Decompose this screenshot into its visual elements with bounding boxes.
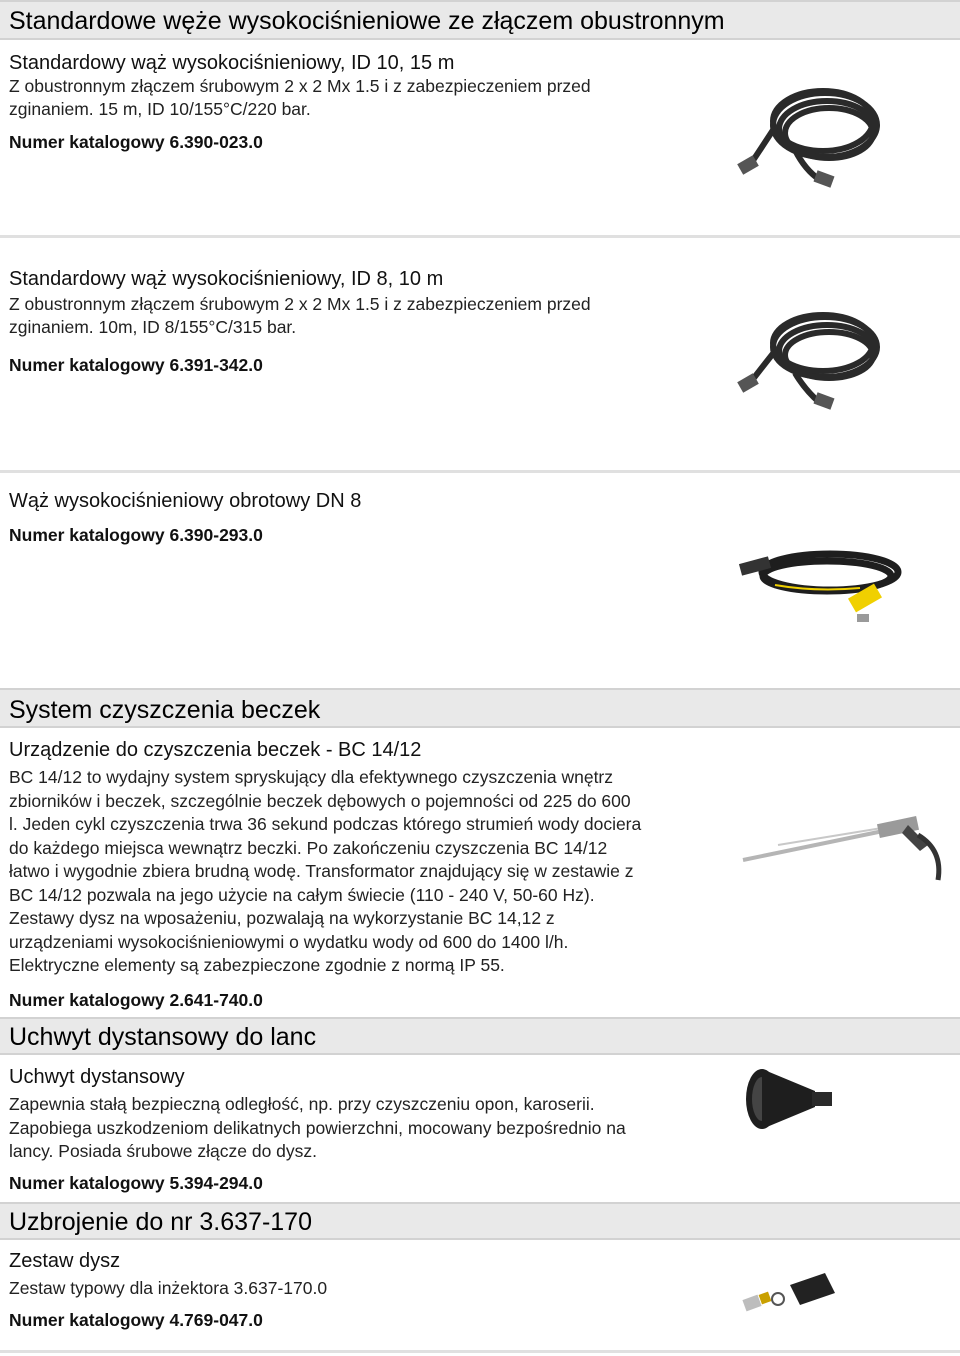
product-title: Uchwyt dystansowy xyxy=(9,1066,185,1088)
product-title: Standardowy wąż wysokociśnieniowy, ID 10, 15 m xyxy=(9,52,455,74)
description-line: urządzeniami wysokociśnieniowymi o wydatku wody od 600 do 1400 l/h. xyxy=(9,931,569,952)
divider xyxy=(0,1350,960,1353)
section-header-hoses xyxy=(0,0,960,40)
barrel-cleaner-lance-image xyxy=(738,805,948,895)
divider xyxy=(0,470,960,473)
rotary-hose-image xyxy=(735,530,905,630)
section-header-text: Uchwyt dystansowy do lanc xyxy=(9,1023,317,1051)
description-line: zginaniem. 15 m, ID 10/155°C/220 bar. xyxy=(9,99,311,119)
catalog-number: Numer katalogowy 6.390-023.0 xyxy=(9,132,263,152)
coiled-hose-image xyxy=(735,285,885,425)
section-header-fittings xyxy=(0,1202,960,1240)
description-line: łatwo i wygodnie zbiera brudną wodę. Transformator znajdujący się w zestawie z xyxy=(9,861,634,881)
description-line: BC 14/12 to wydajny system spryskujący dla efektywnego czyszczenia wnętrz xyxy=(9,767,614,787)
divider xyxy=(0,235,960,238)
description-line: Zapobiega uszkodzeniom delikatnych powierzchni, mocowany bezpośrednio na xyxy=(9,1117,626,1138)
catalog-number: Numer katalogowy 4.769-047.0 xyxy=(9,1310,263,1330)
description-line: Zestawy dysz na wposażeniu, pozwalają na wykorzystanie BC 14,12 z xyxy=(9,908,555,928)
section-header-barrel-cleaning xyxy=(0,688,960,728)
description-line: zbiorników i beczek, szczególnie beczek dębowych o pojemności od 225 do 600 xyxy=(9,790,631,811)
product-title: Wąż wysokociśnieniowy obrotowy DN 8 xyxy=(9,490,362,512)
description-line: do każdego miejsca wewnątrz beczki. Po zakończeniu czyszczenia BC 14/12 xyxy=(9,837,608,858)
description-line: Zapewnia stałą bezpieczną odległość, np. przy czyszczeniu opon, karoserii. xyxy=(9,1094,595,1114)
description-line: Elektryczne elementy są zabezpieczone zgodnie z normą IP 55. xyxy=(9,955,505,975)
nozzle-set-image xyxy=(740,1265,850,1325)
product-title: Zestaw dysz xyxy=(9,1250,121,1272)
product-description xyxy=(9,293,591,339)
distance-holder-image xyxy=(740,1065,840,1135)
description-line: BC 14/12 pozwala na jego użycie na całym świecie (110 - 240 V, 50-60 Hz). xyxy=(9,884,595,905)
description-line: Zestaw typowy dla inżektora 3.637-170.0 xyxy=(9,1278,328,1298)
section-header-text: Uzbrojenie do nr 3.637-170 xyxy=(9,1208,312,1236)
section-header-text: Standardowe węże wysokociśnieniowe ze złączem obustronnym xyxy=(9,7,725,35)
catalog-number: Numer katalogowy 6.391-342.0 xyxy=(9,355,263,375)
section-header-text: System czyszczenia beczek xyxy=(9,696,321,724)
description-line: Z obustronnym złączem śrubowym 2 x 2 Mx 1.5 i z zabezpieczeniem przed xyxy=(9,294,591,314)
catalog-number: Numer katalogowy 2.641-740.0 xyxy=(9,990,263,1010)
catalog-number: Numer katalogowy 5.394-294.0 xyxy=(9,1173,263,1193)
product-description xyxy=(9,766,641,978)
product-title: Urządzenie do czyszczenia beczek - BC 14/12 xyxy=(9,739,422,761)
product-title: Standardowy wąż wysokociśnieniowy, ID 8, 10 m xyxy=(9,268,444,290)
section-header-distance-holder xyxy=(0,1017,960,1055)
catalog-number: Numer katalogowy 6.390-293.0 xyxy=(9,525,263,545)
product-description xyxy=(9,1277,327,1301)
description-line: zginaniem. 10m, ID 8/155°C/315 bar. xyxy=(9,317,297,337)
description-line: Z obustronnym złączem śrubowym 2 x 2 Mx 1.5 i z zabezpieczeniem przed xyxy=(9,76,591,96)
coiled-hose-image xyxy=(735,55,885,205)
product-description xyxy=(9,75,591,121)
description-line: lancy. Posiada śrubowe złącze do dysz. xyxy=(9,1141,318,1161)
product-description xyxy=(9,1093,626,1164)
description-line: l. Jeden cykl czyszczenia trwa 36 sekund podczas którego strumień wody dociera xyxy=(9,814,642,834)
